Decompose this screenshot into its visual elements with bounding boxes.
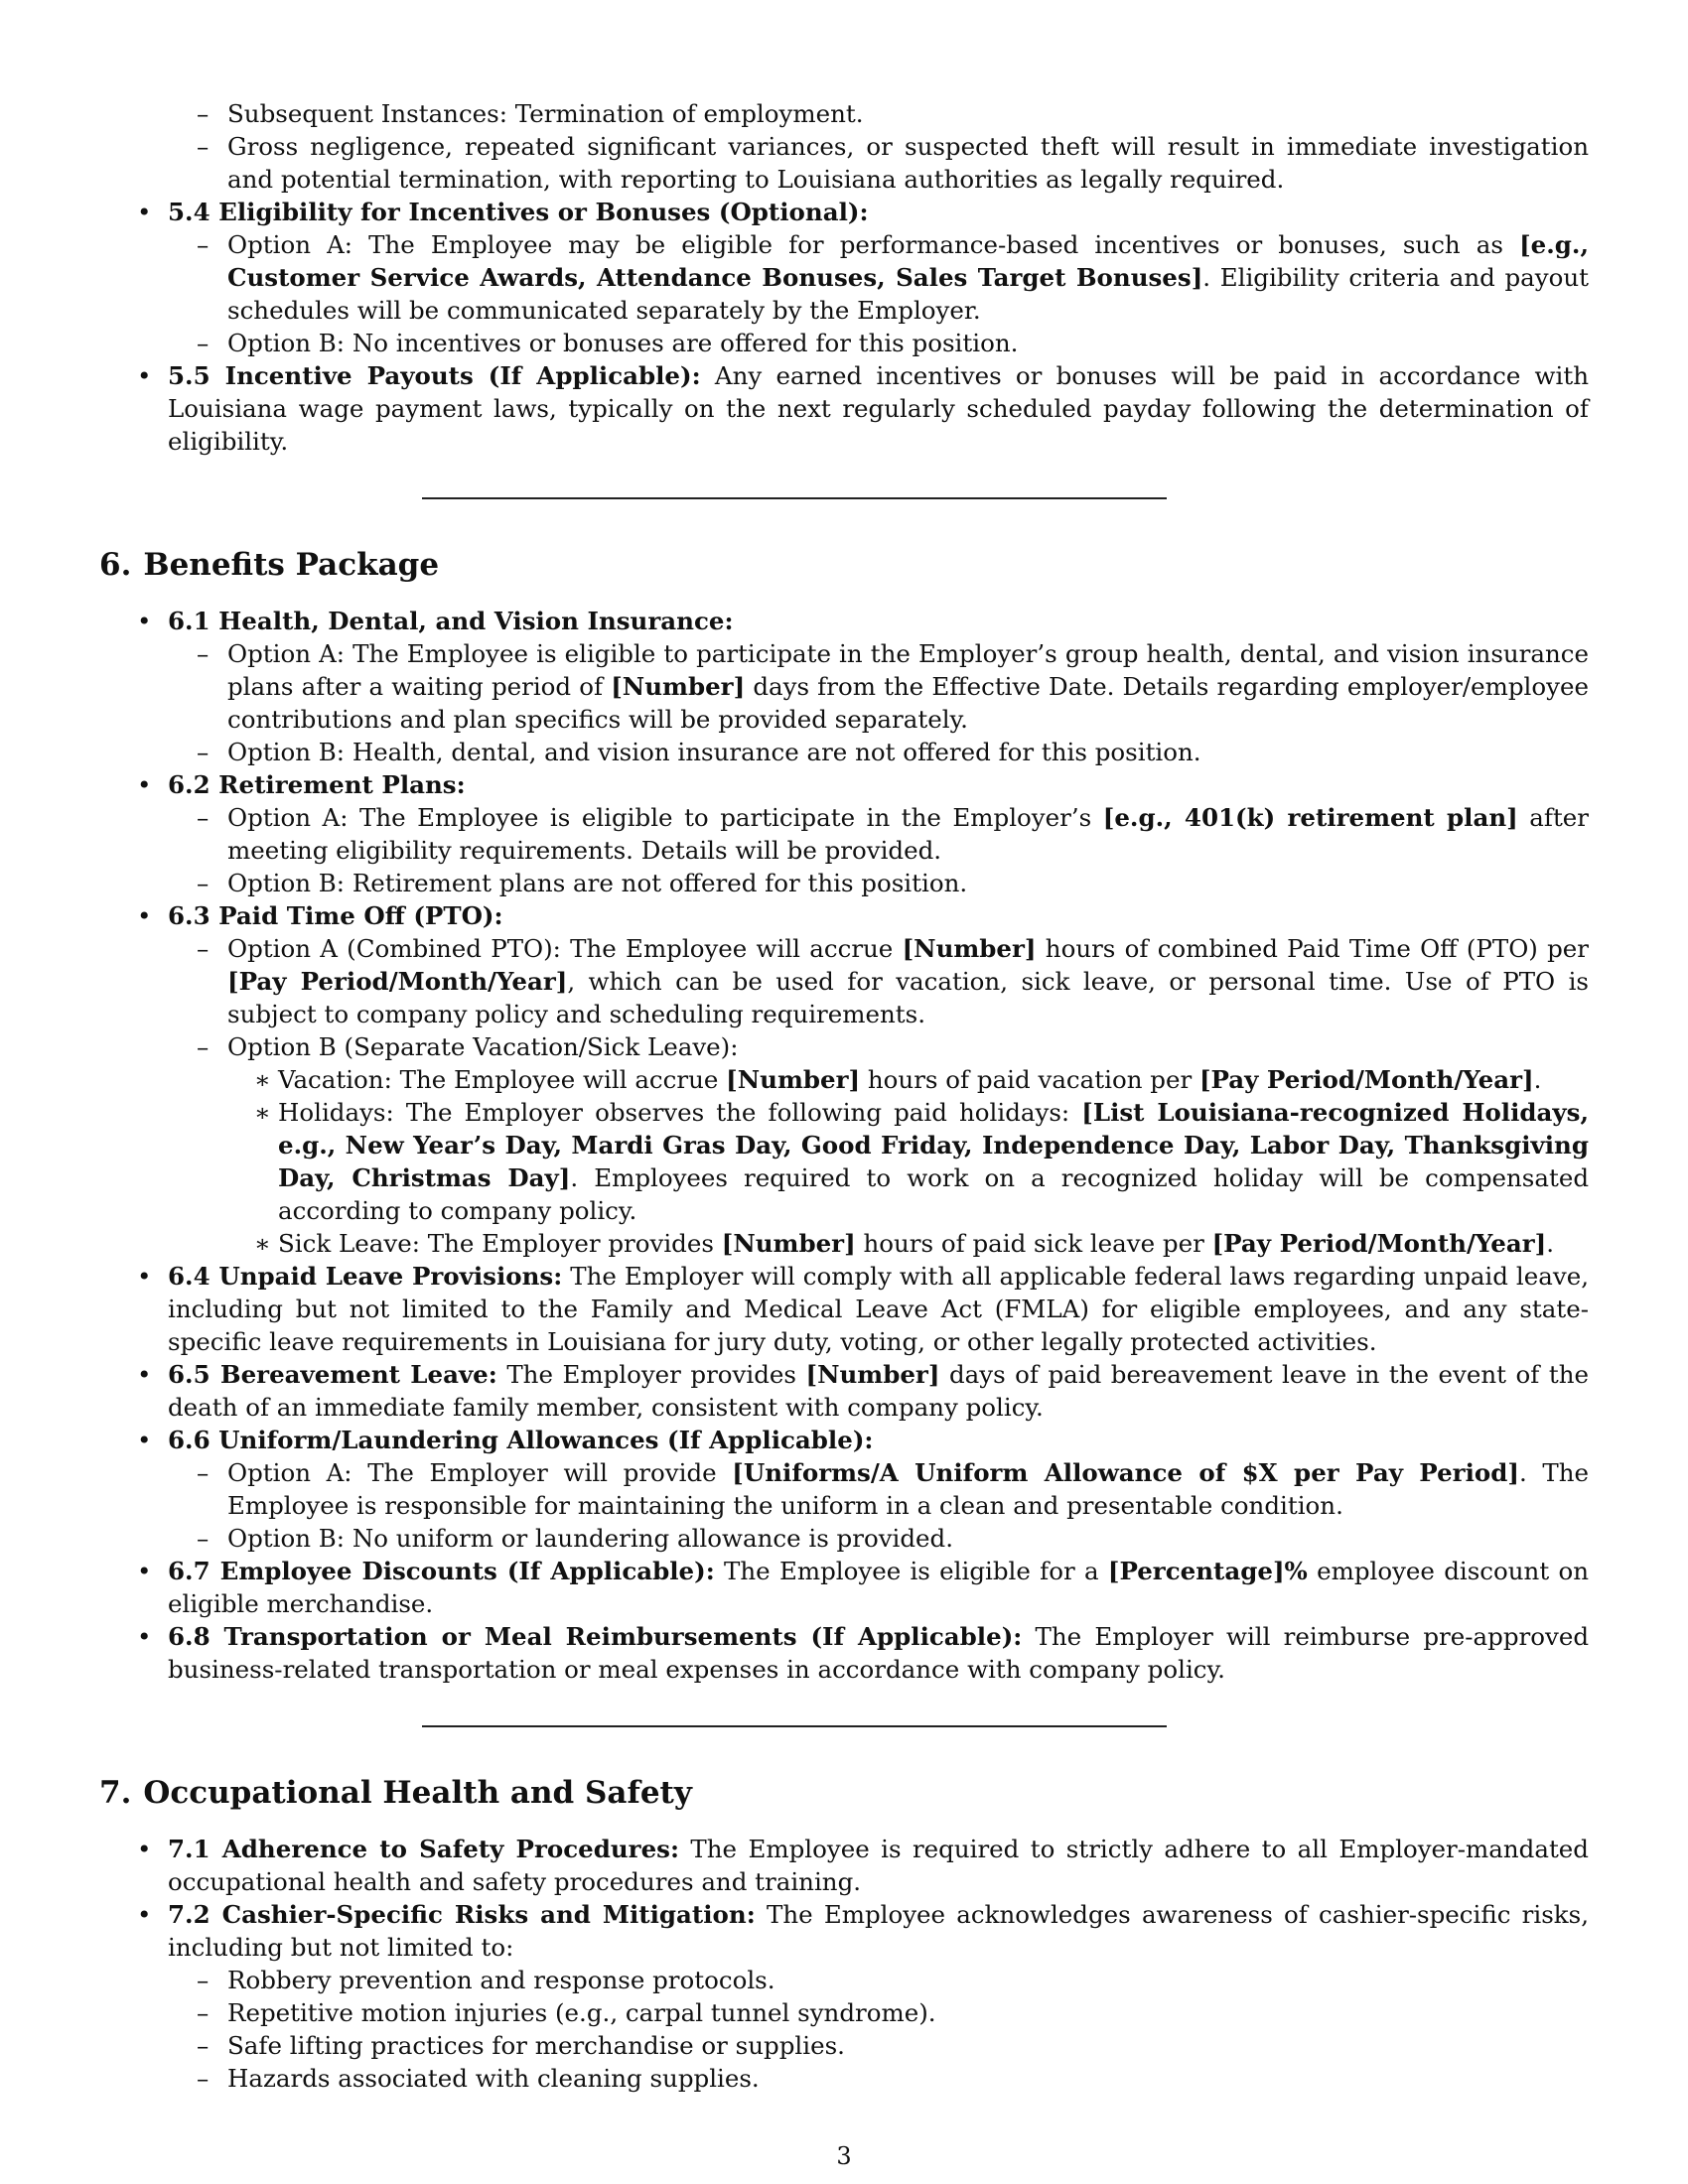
clause-6-7: • 6.7 Employee Discounts (If Applicable): The Employee is eligible for a [Percentage]% employee discount on eligible merchandise.	[99, 1555, 1589, 1620]
clause-6-5: • 6.5 Bereavement Leave: The Employer provides [Number] days of paid bereavement leave in the event of the death of an immediate family member, consistent with company policy.	[99, 1358, 1589, 1424]
list-item: – Robbery prevention and response protocols.	[168, 1964, 1589, 1996]
list-item: – Gross negligence, repeated significant variances, or suspected theft will result in immediate investigation and potential termination, with reporting to Louisiana authorities as legally required.	[168, 130, 1589, 196]
clause-6-6: • 6.6 Uniform/Laundering Allowances (If Applicable): – Option A: The Employer will provide [Uniforms/A Uniform Allowance of $X per Pay Period]. The Employee is responsible for maintaining the uniform in a clean and presentable condition. – Option B: No uniform or laundering allowance is provided.	[99, 1424, 1589, 1555]
clause-7-1: • 7.1 Adherence to Safety Procedures: The Employee is required to strictly adhere to all Employer-mandated occupational health and safety procedures and training.	[99, 1833, 1589, 1898]
page-number: 3	[836, 2142, 852, 2170]
list-item: – Subsequent Instances: Termination of employment.	[168, 97, 1589, 130]
option-b: – Option B (Separate Vacation/Sick Leave): ∗ Vacation: The Employee will accrue [Number] hours of paid vacation per [Pay Period/Month/Year]. ∗ Holidays: The Employer observes the following paid holidays: [List Louisiana-recognized Holidays, e.g., New Year’s Day, Mardi Gras Day, Good Friday, Independence Day, Labor Day, Thanksgiving Day, Christmas Day]. Employees required to work on a recognized holiday will be compensated according to company policy. ∗ Sick Leave: The Employer provides [Number] hours of paid sick leave per [Pay Period/Month/Year].	[168, 1030, 1589, 1260]
section7-list	[99, 1833, 1589, 2095]
option-b: – Option B: No uniform or laundering allowance is provided.	[168, 1522, 1589, 1555]
section-divider	[422, 497, 1167, 499]
clause-6-4: • 6.4 Unpaid Leave Provisions: The Employer will comply with all applicable federal laws regarding unpaid leave, including but not limited to the Family and Medical Leave Act (FMLA) for eligible employees, and any state-specific leave requirements in Louisiana for jury duty, voting, or other legally protected activities.	[99, 1260, 1589, 1358]
clause-6-8: • 6.8 Transportation or Meal Reimbursements (If Applicable): The Employer will reimburse pre-approved business-related transportation or meal expenses in accordance with company policy.	[99, 1620, 1589, 1686]
clause-title: 5.4 Eligibility for Incentives or Bonuses (Optional):	[168, 198, 869, 226]
option-b: – Option B: Retirement plans are not offered for this position.	[168, 867, 1589, 899]
discipline-continued	[99, 97, 1589, 196]
clause-6-1: • 6.1 Health, Dental, and Vision Insurance: – Option A: The Employee is eligible to participate in the Employer’s group health, dental, and vision insurance plans after a waiting period of [Number] days from the Effective Date. Details regarding employer/employee contributions and plan specifics will be provided separately. – Option B: Health, dental, and vision insurance are not offered for this position.	[99, 605, 1589, 768]
section6-list	[99, 605, 1589, 1686]
clause-6-2: • 6.2 Retirement Plans: – Option A: The Employee is eligible to participate in the Employer’s [e.g., 401(k) retirement plan] after meeting eligibility requirements. Details will be provided. – Option B: Retirement plans are not offered for this position.	[99, 768, 1589, 899]
document-body	[99, 97, 1589, 2095]
section-divider	[422, 1725, 1167, 1727]
section-6-heading: 6. Benefits Package	[99, 547, 440, 583]
option-b: – Option B: No incentives or bonuses are offered for this position.	[168, 327, 1589, 359]
vacation-item: ∗ Vacation: The Employee will accrue [Number] hours of paid vacation per [Pay Period/Month/Year].	[227, 1063, 1589, 1096]
clause-5-5: • 5.5 Incentive Payouts (If Applicable): Any earned incentives or bonuses will be paid in accordance with Louisiana wage payment laws, typically on the next regularly scheduled payday following the determination of eligibility.	[99, 359, 1589, 458]
option-b: – Option B: Health, dental, and vision insurance are not offered for this position.	[168, 736, 1589, 768]
option-a: – Option A: The Employee may be eligible for performance-based incentives or bonuses, such as [e.g., Customer Service Awards, Attendance Bonuses, Sales Target Bonuses]. Eligibility criteria and payout schedules will be communicated separately by the Employer.	[168, 228, 1589, 327]
section-7-heading: 7. Occupational Health and Safety	[99, 1775, 692, 1811]
holidays-item: ∗ Holidays: The Employer observes the following paid holidays: [List Louisiana-recognized Holidays, e.g., New Year’s Day, Mardi Gras Day, Good Friday, Independence Day, Labor Day, Thanksgiving Day, Christmas Day]. Employees required to work on a recognized holiday will be compensated according to company policy.	[227, 1096, 1589, 1227]
clause-5-4	[99, 196, 1589, 359]
option-a: – Option A (Combined PTO): The Employee will accrue [Number] hours of combined Paid Time Off (PTO) per [Pay Period/Month/Year], which can be used for vacation, sick leave, or personal time. Use of PTO is subject to company policy and scheduling requirements.	[168, 932, 1589, 1030]
list-item: – Safe lifting practices for merchandise or supplies.	[168, 2029, 1589, 2062]
option-a: – Option A: The Employee is eligible to participate in the Employer’s [e.g., 401(k) retirement plan] after meeting eligibility requirements. Details will be provided.	[168, 801, 1589, 867]
section5-continued	[99, 97, 1589, 458]
sick-leave-item: ∗ Sick Leave: The Employer provides [Number] hours of paid sick leave per [Pay Period/Month/Year].	[227, 1227, 1589, 1260]
clause-7-2: • 7.2 Cashier-Specific Risks and Mitigation: The Employee acknowledges awareness of cashier-specific risks, including but not limited to: – Robbery prevention and response protocols. – Repetitive motion injuries (e.g., carpal tunnel syndrome). – Safe lifting practices for merchandise or supplies. – Hazards associated with cleaning supplies.	[99, 1898, 1589, 2095]
option-a: – Option A: The Employee is eligible to participate in the Employer’s group health, dental, and vision insurance plans after a waiting period of [Number] days from the Effective Date. Details regarding employer/employee contributions and plan specifics will be provided separately.	[168, 637, 1589, 736]
clause-6-3: • 6.3 Paid Time Off (PTO): – Option A (Combined PTO): The Employee will accrue [Number] hours of combined Paid Time Off (PTO) per [Pay Period/Month/Year], which can be used for vacation, sick leave, or personal time. Use of PTO is subject to company policy and scheduling requirements. – Option B (Separate Vacation/Sick Leave): ∗ Vacation: The Employee will accrue [Number] hours of paid vacation per [Pay Period/Month/Year]. ∗ Holidays: The Employer observes the following paid holidays: [List Louisiana-recognized Holidays, e.g., New Year’s Day, Mardi Gras Day, Good Friday, Independence Day, Labor Day, Thanksgiving Day, Christmas Day]. Employees required to work on a recognized holiday will be compensated according to company policy. ∗ Sick Leave: The Employer provides [Number] hours of paid sick leave per [Pay Period/Month/Year].	[99, 899, 1589, 1260]
option-a: – Option A: The Employer will provide [Uniforms/A Uniform Allowance of $X per Pay Period]. The Employee is responsible for maintaining the uniform in a clean and presentable condition.	[168, 1456, 1589, 1522]
list-item: – Hazards associated with cleaning supplies.	[168, 2062, 1589, 2095]
list-item: – Repetitive motion injuries (e.g., carpal tunnel syndrome).	[168, 1996, 1589, 2029]
